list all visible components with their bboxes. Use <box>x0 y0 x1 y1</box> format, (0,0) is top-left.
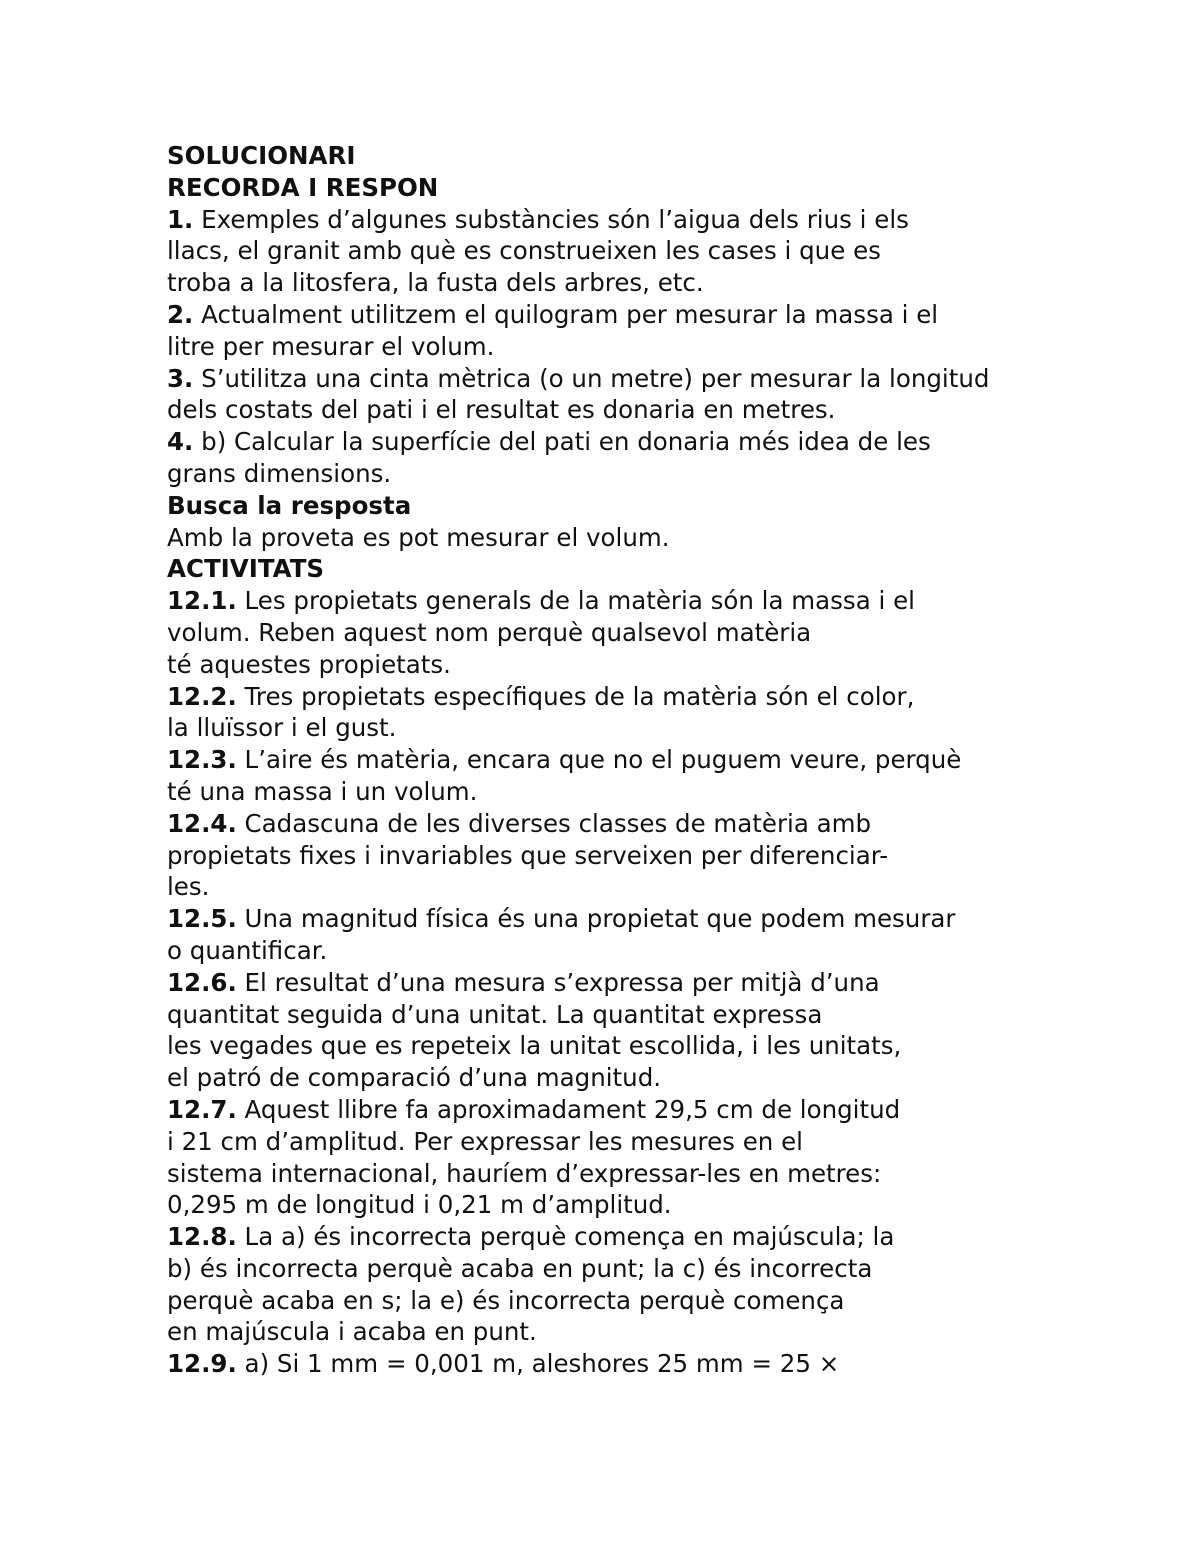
line-text: Aquest llibre fa aproximadament 29,5 cm de longitud <box>236 1094 901 1124</box>
text-line <box>167 235 1157 267</box>
section-heading: SOLUCIONARI <box>167 141 356 170</box>
text-line <box>167 363 1157 395</box>
line-text: S’utilitza una cinta mètrica (o un metre) per mesurar la longitud <box>193 363 990 393</box>
line-text: les. <box>167 872 210 902</box>
line-text: quantitat seguida d’una unitat. La quantitat expressa <box>167 999 823 1029</box>
item-number: 1. <box>167 204 194 234</box>
line-text: 0,295 m de longitud i 0,21 m d’amplitud. <box>167 1190 672 1220</box>
item-number: 4. <box>167 427 194 457</box>
text-line <box>167 649 1157 681</box>
text-line <box>167 585 1157 617</box>
item-number: 12.8. <box>167 1222 237 1252</box>
line-text: L’aire és matèria, encara que no el puguem veure, perquè <box>236 745 962 775</box>
line-text: Exemples d’algunes substàncies són l’aigua dels rius i els <box>193 204 909 234</box>
line-text: Amb la proveta es pot mesurar el volum. <box>167 522 670 552</box>
line-text: troba a la litosfera, la fusta dels arbres, etc. <box>167 268 704 298</box>
section-heading: Busca la resposta <box>167 490 412 520</box>
text-line <box>167 871 1157 903</box>
item-number: 12.4. <box>167 808 237 838</box>
text-line <box>167 776 1157 808</box>
text-line <box>167 426 1157 458</box>
line-text: La a) és incorrecta perquè comença en majúscula; la <box>236 1222 895 1252</box>
line-text: el patró de comparació d’una magnitud. <box>167 1063 662 1093</box>
line-text: i 21 cm d’amplitud. Per expressar les mesures en el <box>167 1126 803 1156</box>
line-text: o quantificar. <box>167 935 328 965</box>
text-line <box>167 1030 1157 1062</box>
line-text: té una massa i un volum. <box>167 776 478 806</box>
item-number: 12.9. <box>167 1349 237 1379</box>
item-number: 12.1. <box>167 586 237 616</box>
text-line <box>167 935 1157 967</box>
text-line <box>167 712 1157 744</box>
line-text: perquè acaba en s; la e) és incorrecta perquè comença <box>167 1285 845 1315</box>
line-text: Cadascuna de les diverses classes de matèria amb <box>236 808 872 838</box>
line-text: sistema internacional, hauríem d’expressar-les en metres: <box>167 1158 882 1188</box>
item-number: 3. <box>167 363 194 393</box>
section-heading: RECORDA I RESPON <box>167 172 439 202</box>
line-text: volum. Reben aquest nom perquè qualsevol matèria <box>167 617 812 647</box>
text-line <box>167 967 1157 999</box>
line-text: propietats fixes i invariables que serveixen per diferenciar- <box>167 840 889 870</box>
text-line <box>167 140 1157 172</box>
section-heading: ACTIVITATS <box>167 554 325 584</box>
text-line <box>167 1158 1157 1190</box>
line-text: b) és incorrecta perquè acaba en punt; la c) és incorrecta <box>167 1253 873 1283</box>
line-text: llacs, el granit amb què es construeixen les cases i que es <box>167 236 881 266</box>
line-text: litre per mesurar el volum. <box>167 331 495 361</box>
line-text: Les propietats generals de la matèria són la massa i el <box>236 586 915 616</box>
text-line <box>167 1126 1157 1158</box>
line-text: Tres propietats específiques de la matèria són el color, <box>236 681 915 711</box>
item-number: 12.3. <box>167 745 237 775</box>
line-text: a) Si 1 mm = 0,001 m, aleshores 25 mm = 25 × <box>236 1349 840 1379</box>
text-line <box>167 1348 1157 1380</box>
item-number: 12.2. <box>167 681 237 711</box>
text-line <box>167 808 1157 840</box>
text-line <box>167 331 1157 363</box>
text-line <box>167 744 1157 776</box>
text-line <box>167 840 1157 872</box>
item-number: 12.7. <box>167 1094 237 1124</box>
item-number: 2. <box>167 299 194 329</box>
text-line <box>167 1221 1157 1253</box>
line-text: dels costats del pati i el resultat es donaria en metres. <box>167 395 836 425</box>
item-number: 12.6. <box>167 967 237 997</box>
text-line <box>167 172 1157 204</box>
item-number: 12.5. <box>167 904 237 934</box>
text-line <box>167 1253 1157 1285</box>
line-text: la lluïssor i el gust. <box>167 713 397 743</box>
text-line <box>167 490 1157 522</box>
text-line <box>167 267 1157 299</box>
line-text: en majúscula i acaba en punt. <box>167 1317 537 1347</box>
line-text: El resultat d’una mesura s’expressa per mitjà d’una <box>236 967 880 997</box>
text-line <box>167 522 1157 554</box>
text-line <box>167 204 1157 236</box>
text-line <box>167 1189 1157 1221</box>
text-line <box>167 1062 1157 1094</box>
text-line <box>167 299 1157 331</box>
text-line <box>167 553 1157 585</box>
text-line <box>167 458 1157 490</box>
document-page <box>167 140 1157 1380</box>
line-text: Una magnitud física és una propietat que podem mesurar <box>236 904 956 934</box>
text-line <box>167 681 1157 713</box>
line-text: les vegades que es repeteix la unitat escollida, i les unitats, <box>167 1031 902 1061</box>
text-line <box>167 617 1157 649</box>
text-line <box>167 1316 1157 1348</box>
text-line <box>167 903 1157 935</box>
text-line <box>167 394 1157 426</box>
text-line <box>167 999 1157 1031</box>
line-text: b) Calcular la superfície del pati en donaria més idea de les <box>193 427 931 457</box>
line-text: té aquestes propietats. <box>167 649 451 679</box>
line-text: grans dimensions. <box>167 458 392 488</box>
text-line <box>167 1094 1157 1126</box>
line-text: Actualment utilitzem el quilogram per mesurar la massa i el <box>193 299 939 329</box>
text-line <box>167 1285 1157 1317</box>
